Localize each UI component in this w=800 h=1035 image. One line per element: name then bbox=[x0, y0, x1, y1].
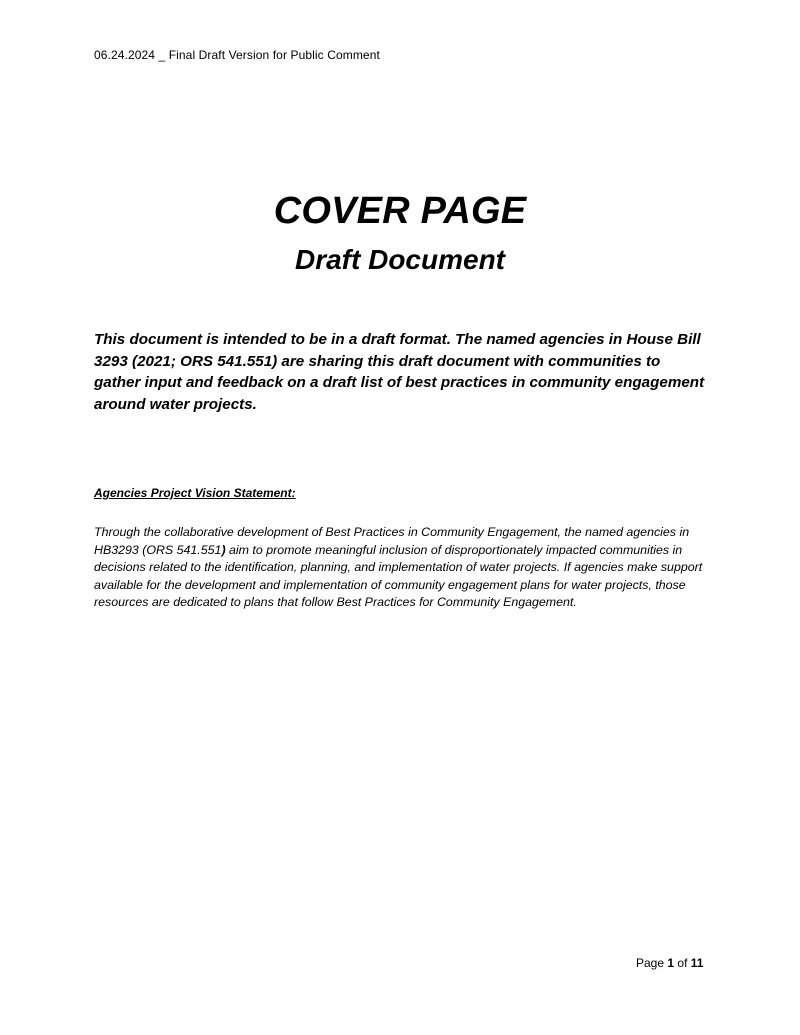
vision-text-paren: ) bbox=[221, 542, 226, 557]
total-pages: 11 bbox=[690, 956, 704, 970]
draft-intro-paragraph: This document is intended to be in a draft format. The named agencies in House Bill 3293 (2021; ORS 541.551) are sharing this draft document with communities to gather input and feedback on a draft list of best practices in community engagement around water projects. bbox=[94, 331, 705, 413]
page-label: Page bbox=[636, 956, 665, 970]
of-label: of bbox=[677, 956, 688, 970]
vision-statement-heading: Agencies Project Vision Statement: bbox=[94, 486, 296, 500]
draft-version-header: 06.24.2024 _ Final Draft Version for Public Comment bbox=[94, 48, 380, 62]
draft-document-subtitle: Draft Document bbox=[294, 244, 505, 275]
current-page: 1 bbox=[667, 956, 675, 970]
vision-text-part2: aim to promote meaningful inclusion of disproportionately impacted communities in decisions related to the identification, planning, and implementation of water projects. If agencies make support available for the development and implementation of community engagement plans for water projects, those resources are dedicated to plans that follow Best Practices for Community Engagement. bbox=[94, 542, 703, 610]
cover-page-title: COVER PAGE bbox=[273, 190, 527, 232]
page-number bbox=[636, 956, 703, 970]
vision-text-part1: Through the collaborative development of Best Practices in Community Engagement, the named agencies in HB3293 (ORS 541.551 bbox=[94, 525, 690, 557]
vision-statement-paragraph bbox=[94, 524, 710, 612]
